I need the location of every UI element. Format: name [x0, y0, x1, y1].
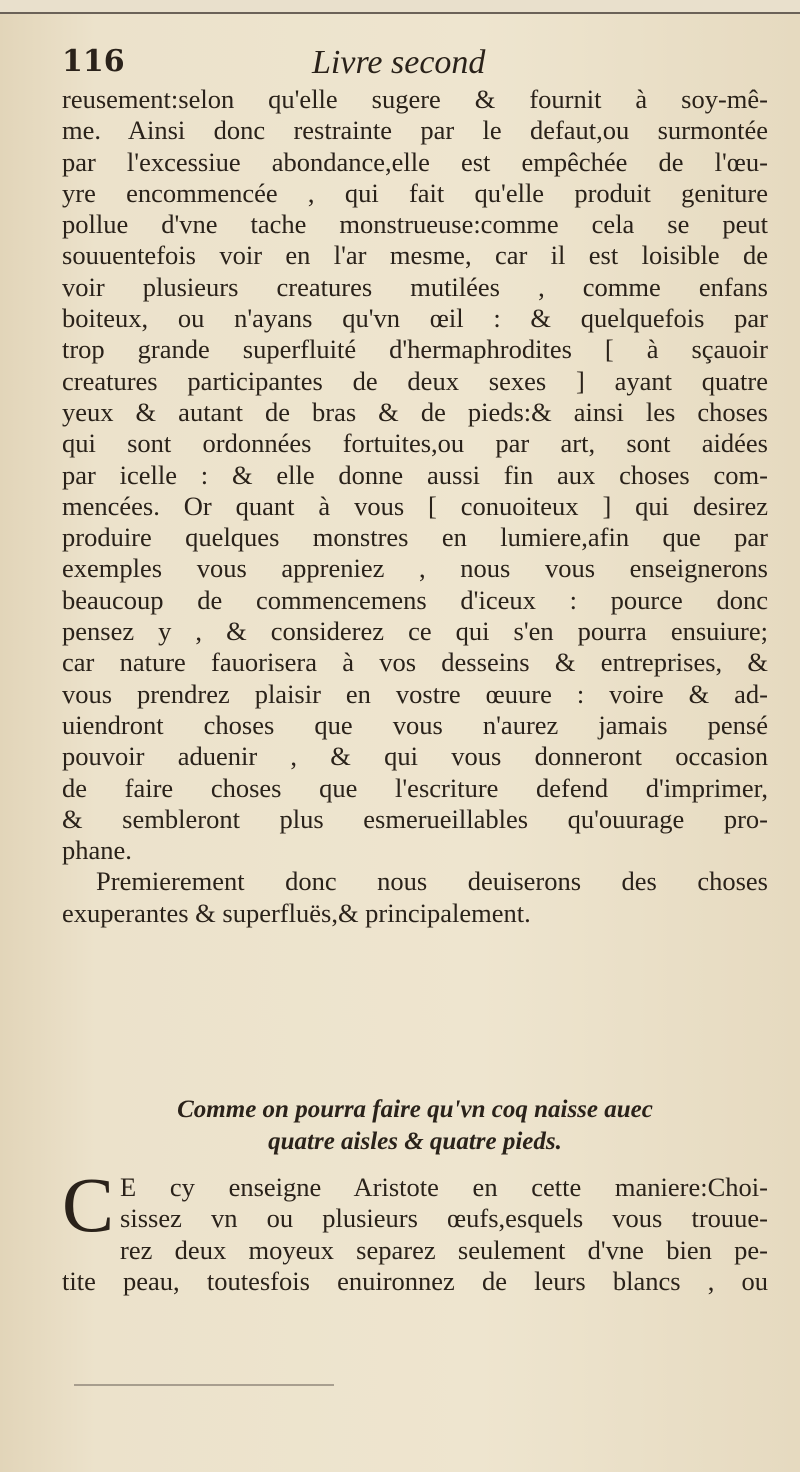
text-line: me. Ainsi donc restrainte par le defaut,ou surmontée	[62, 115, 768, 146]
text-line: produire quelques monstres en lumiere,afin que par	[62, 522, 768, 553]
text-line: car nature fauorisera à vos desseins & entreprises, &	[62, 647, 768, 678]
text-line: sissez vn ou plusieurs œufs,esquels vous trouue-	[120, 1203, 768, 1234]
text-line: & sembleront plus esmerueillables qu'ouurage pro-	[62, 803, 768, 834]
text-line: pouvoir aduenir , & qui vous donneront occasion	[62, 741, 768, 772]
text-line: de faire choses que l'escriture defend d'imprimer,	[62, 772, 768, 803]
text-line: mencées. Or quant à vous [ conuoiteux ] qui desirez	[62, 490, 768, 521]
text-line: exuperantes & superfluës,& principalement.	[62, 897, 531, 928]
section-heading	[62, 1094, 768, 1158]
text-line: beaucoup de commencemens d'iceux : pource donc	[62, 584, 768, 615]
text-line: uiendront choses que vous n'aurez jamais pensé	[62, 709, 768, 740]
page-number: 116	[62, 44, 125, 79]
section-heading-line: Comme on pourra faire qu'vn coq naisse auec	[177, 1096, 653, 1123]
text-line: creatures participantes de deux sexes ] ayant quatre	[62, 365, 768, 396]
drop-cap: C	[62, 1161, 115, 1248]
text-line: yre encommencée , qui fait qu'elle produit geniture	[62, 177, 768, 208]
running-title: Livre second	[312, 44, 486, 81]
text-line: souuentefois voir en l'ar mesme, car il est loisible de	[62, 240, 768, 271]
page-header	[62, 44, 762, 84]
footer-rule	[74, 1384, 334, 1386]
top-border	[0, 0, 800, 14]
text-line: voir plusieurs creatures mutilées , comme enfans	[62, 271, 768, 302]
text-line: boiteux, ou n'ayans qu'vn œil : & quelquefois par	[62, 303, 768, 334]
text-line: reusement:selon qu'elle sugere & fournit à soy-mê-	[62, 84, 768, 114]
text-line: pollue d'vne tache monstrueuse:comme cela se peut	[62, 209, 768, 240]
text-line: qui sont ordonnées fortuites,ou par art, sont aidées	[62, 428, 768, 459]
text-line: tite peau, toutesfois enuironnez de leurs blancs , ou	[62, 1265, 768, 1296]
text-line: phane.	[62, 835, 132, 866]
text-line: trop grande superfluité d'hermaphrodites [ à sçauoir	[62, 334, 768, 365]
body-text	[62, 84, 768, 929]
text-line: E cy enseigne Aristote en cette maniere:Choi-	[120, 1172, 768, 1202]
text-line: par l'excessiue abondance,elle est empêchée de l'œu-	[62, 146, 768, 177]
text-line: rez deux moyeux separez seulement d'vne bien pe-	[120, 1234, 768, 1265]
text-line: exemples vous appreniez , nous vous enseignerons	[62, 553, 768, 584]
text-line: par icelle : & elle donne aussi fin aux choses com-	[62, 459, 768, 490]
chapter-text	[62, 1161, 768, 1297]
text-line: Premierement donc nous deuiserons des choses	[96, 866, 768, 897]
section-heading-line: quatre aisles & quatre pieds.	[268, 1128, 562, 1155]
text-line: vous prendrez plaisir en vostre œuure : voire & ad-	[62, 678, 768, 709]
text-line: yeux & autant de bras & de pieds:& ainsi les choses	[62, 396, 768, 427]
text-line: pensez y , & considerez ce qui s'en pourra ensuiure;	[62, 616, 768, 647]
